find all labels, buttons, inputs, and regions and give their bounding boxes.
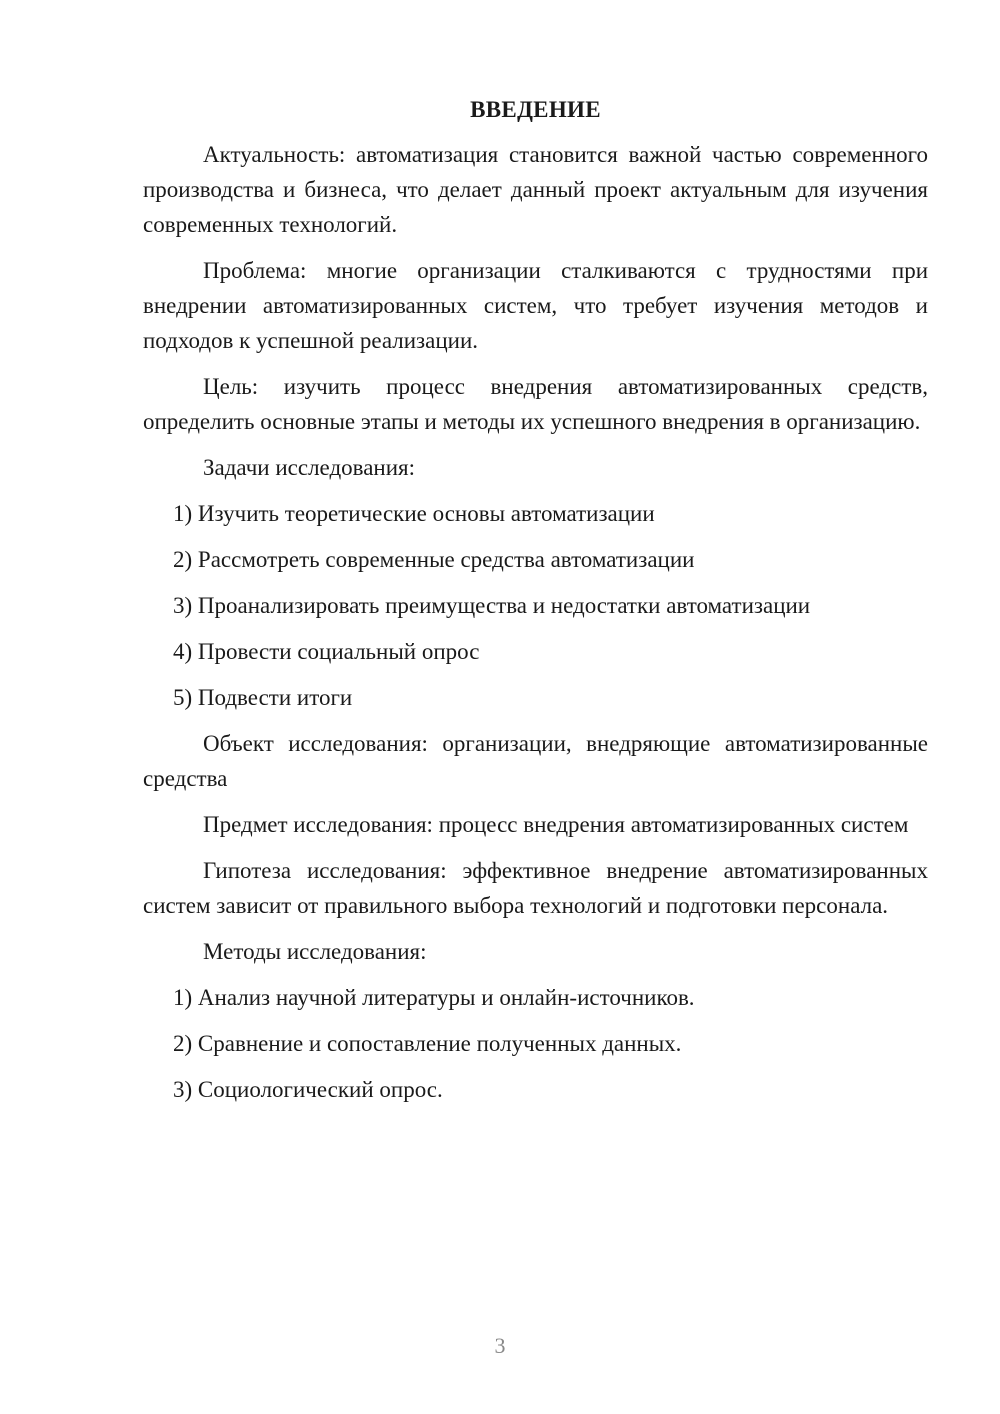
methods-title: Методы исследования: bbox=[203, 939, 427, 964]
list-item: 3) Проанализировать преимущества и недостатки автоматизации bbox=[173, 593, 811, 618]
tasks-title: Задачи исследования: bbox=[203, 455, 416, 480]
list-item: 2) Рассмотреть современные средства автоматизации bbox=[173, 547, 695, 572]
subject-paragraph: Предмет исследования: процесс внедрения автоматизированных систем bbox=[203, 812, 909, 837]
hypothesis-paragraph: Гипотеза исследования: эффективное внедрение автоматизированных систем зависит от правильного выбора технологий и подготовки персонала. bbox=[143, 858, 928, 918]
list-item: 1) Изучить теоретические основы автоматизации bbox=[173, 501, 655, 526]
tasks-list bbox=[143, 496, 928, 715]
list-item: 5) Подвести итоги bbox=[173, 685, 353, 710]
section-heading: ВВЕДЕНИЕ bbox=[470, 97, 601, 122]
list-item: 4) Провести социальный опрос bbox=[173, 639, 480, 664]
list-item: 2) Сравнение и сопоставление полученных данных. bbox=[173, 1031, 682, 1056]
goal-paragraph: Цель: изучить процесс внедрения автоматизированных средств, определить основные этапы и методы их успешного внедрения в организацию. bbox=[143, 374, 928, 434]
page-content bbox=[143, 92, 928, 1118]
list-item: 3) Социологический опрос. bbox=[173, 1077, 443, 1102]
problem-paragraph: Проблема: многие организации сталкиваются с трудностями при внедрении автоматизированных систем, что требует изучения методов и подходов к успешной реализации. bbox=[143, 258, 928, 353]
methods-list bbox=[143, 980, 928, 1107]
relevance-paragraph: Актуальность: автоматизация становится важной частью современного производства и бизнеса, что делает данный проект актуальным для изучения современных технологий. bbox=[143, 142, 928, 237]
page-number: 3 bbox=[494, 1333, 506, 1358]
list-item: 1) Анализ научной литературы и онлайн-источников. bbox=[173, 985, 695, 1010]
object-paragraph: Объект исследования: организации, внедряющие автоматизированные средства bbox=[143, 731, 928, 791]
